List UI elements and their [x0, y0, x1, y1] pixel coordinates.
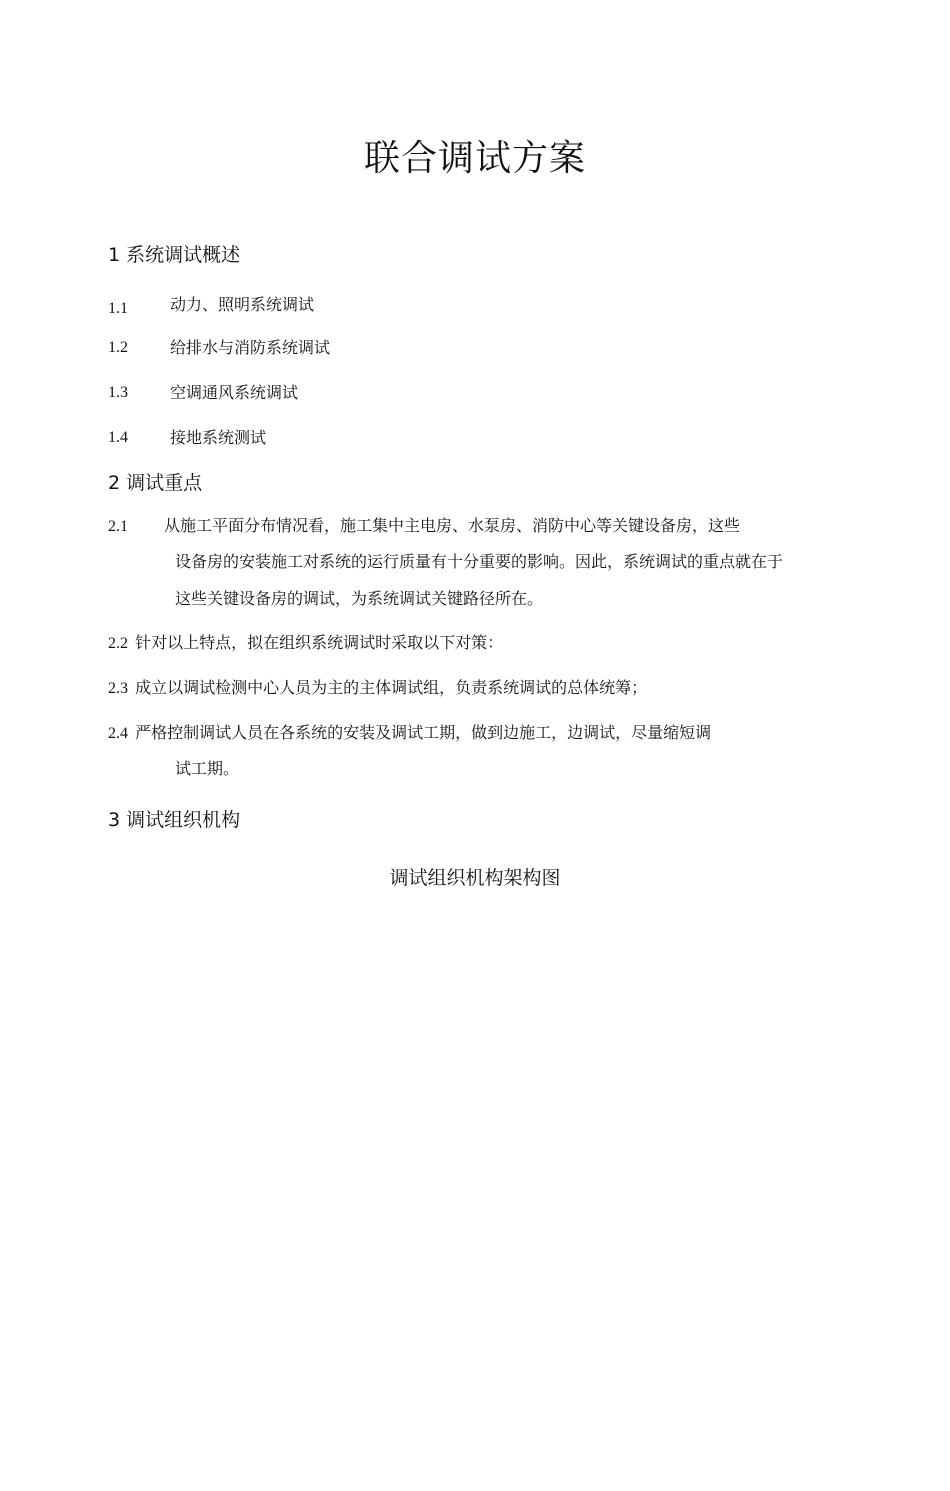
section-1-heading: 1 系统调试概述 — [108, 244, 241, 266]
paragraph-line: 针对以上特点，拟在组织系统调试时采取以下对策： — [135, 633, 504, 652]
item-number: 1.1 — [108, 300, 128, 317]
item-text: 接地系统测试 — [170, 428, 267, 447]
item-number: 2.3 — [108, 680, 128, 697]
paragraph-2-1 — [108, 515, 740, 538]
item-number: 1.2 — [108, 339, 128, 356]
paragraph-line: 设备房的安装施工对系统的运行质量有十分重要的影响。因此，系统调试的重点就在于 — [175, 552, 784, 571]
paragraph-line: 从施工平面分布情况看，施工集中主电房、水泵房、消防中心等关键设备房，这些 — [164, 516, 741, 535]
item-number: 2.4 — [108, 725, 128, 742]
list-item — [108, 336, 330, 359]
item-text: 动力、照明系统调试 — [170, 295, 315, 314]
item-text: 给排水与消防系统调试 — [170, 338, 331, 357]
item-number: 2.2 — [108, 635, 128, 652]
paragraph-2-3 — [108, 677, 647, 700]
item-number: 1.4 — [108, 429, 128, 446]
paragraph-2-2 — [108, 632, 503, 655]
section-3-heading: 3 调试组织机构 — [108, 809, 241, 831]
paragraph-line: 试工期。 — [175, 759, 240, 778]
paragraph-line: 这些关键设备房的调试，为系统调试关键路径所在。 — [175, 589, 544, 608]
document-title: 联合调试方案 — [363, 138, 586, 179]
figure-caption: 调试组织机构架构图 — [389, 867, 561, 889]
paragraph-line: 成立以调试检测中心人员为主的主体调试组，负责系统调试的总体统筹； — [135, 678, 648, 697]
list-item — [108, 294, 314, 317]
item-number: 1.3 — [108, 384, 128, 401]
section-2-heading: 2 调试重点 — [108, 472, 203, 494]
paragraph-line: 严格控制调试人员在各系统的安装及调试工期，做到边施工，边调试，尽量缩短调 — [135, 723, 712, 742]
paragraph-2-4 — [108, 722, 711, 745]
list-item — [108, 426, 266, 449]
item-number: 2.1 — [108, 518, 128, 535]
item-text: 空调通风系统调试 — [170, 383, 299, 402]
list-item — [108, 381, 298, 404]
